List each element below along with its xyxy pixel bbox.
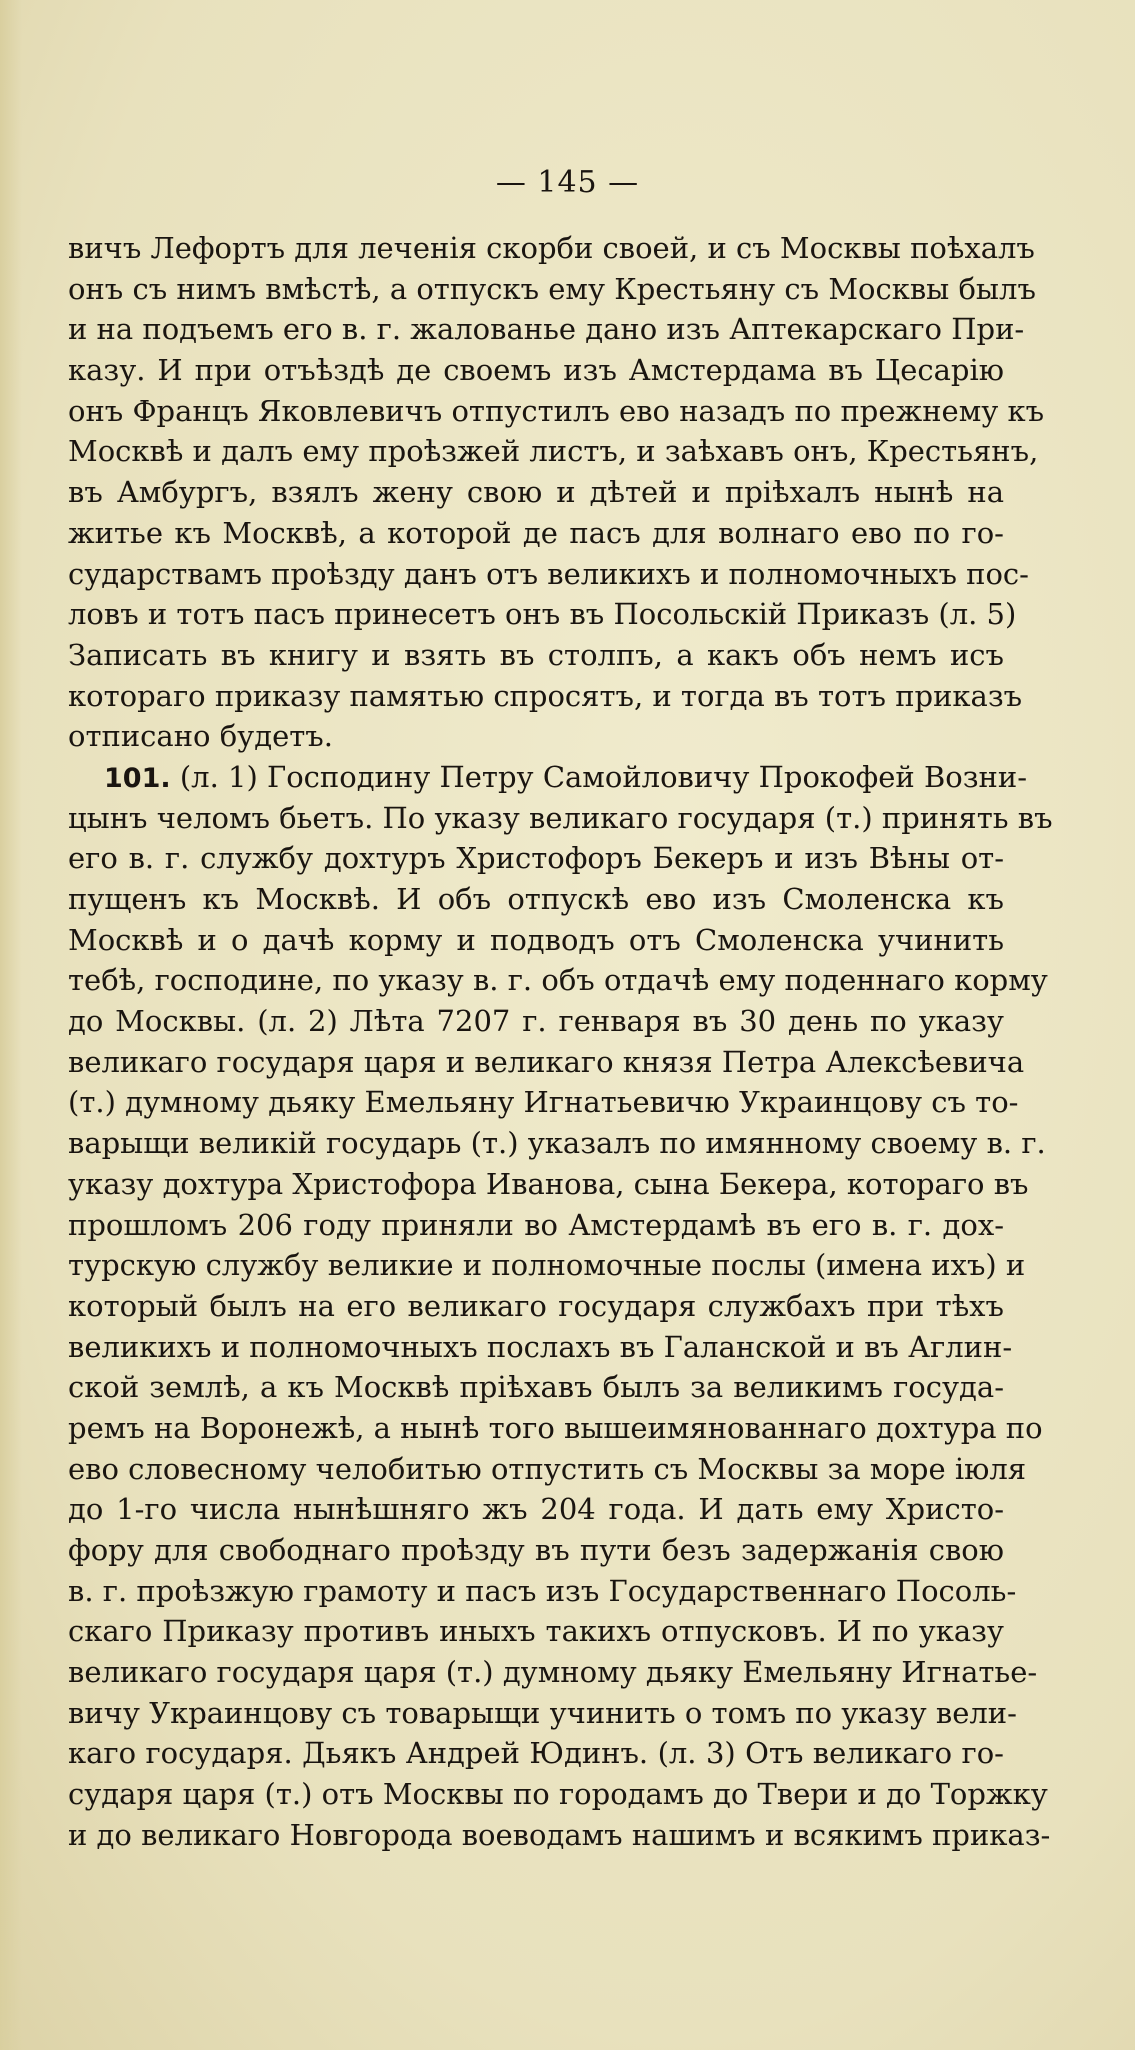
text-line: отписано будетъ. [68,719,333,754]
text-line: ловъ и тотъ пасъ принесетъ онъ въ Посольскій Приказъ (л. 5) [68,597,1017,632]
text-line: онъ Францъ Яковлевичъ отпустилъ ево назадъ по прежнему къ [68,393,1045,428]
entry-line: турскую службу великие и полномочные послы (имена ихъ) и [68,1248,1026,1283]
text-line: казу. И при отъѣздѣ де своемъ изъ Амстердама въ Цесарію [68,353,1004,388]
entry-line: и до великаго Новгорода воеводамъ нашимъ и всякимъ приказ- [68,1817,1051,1852]
entry-number: 101. [104,762,171,794]
entry-line: указу дохтура Христофора Иванова, сына Бекера, котораго въ [68,1166,1029,1201]
entry-line: великаго государя царя и великаго князя Петра Алексѣевича [68,1044,1025,1079]
text-line: котораго приказу памятью спросятъ, и тогда въ тотъ приказъ [68,678,1023,713]
text-line: и на подъемъ его в. г. жалованье дано изъ Аптекарскаго При- [68,312,1025,347]
entry-line: каго государя. Дьякъ Андрей Юдинъ. (л. 3) Отъ великаго го- [68,1736,1004,1771]
text-line: въ Амбургъ, взялъ жену свою и дѣтей и пріѣхалъ нынѣ на [68,475,1004,510]
text-line: вичъ Лефортъ для леченія скорби своей, и съ Москвы поѣхалъ [68,231,1035,265]
text-line: Москвѣ и далъ ему проѣзжей листъ, и заѣхавъ онъ, Крестьянъ, [68,434,1039,469]
page-number: — 145 — [495,165,640,200]
entry-line: тебѣ, господине, по указу в. г. объ отдачѣ ему поденнаго корму [68,963,1048,998]
entry-line: до 1-го числа нынѣшняго жъ 204 года. И дать ему Христо- [68,1492,1004,1527]
text-line: Записать въ книгу и взять въ столпъ, а какъ объ немъ исъ [68,637,1004,672]
text-line: онъ съ нимъ вмѣстѣ, а отпускъ ему Крестьяну съ Москвы былъ [68,271,1036,306]
entry-line: до Москвы. (л. 2) Лѣта 7207 г. генваря въ 30 день по указу [68,1004,1004,1039]
entry-line: который былъ на его великаго государя службахъ при тѣхъ [68,1288,1004,1323]
entry-line: великаго государя царя (т.) думному дьяку Емельяну Игнатье- [68,1655,1038,1690]
entry-line: цынъ челомъ бьетъ. По указу великаго государя (т.) принять въ [68,800,1053,835]
text-line: житье къ Москвѣ, а которой де пасъ для волнаго ево по го- [68,515,1004,550]
body-text [68,228,1053,1856]
entry-line: прошломъ 206 году приняли во Амстердамѣ въ его в. г. дох- [68,1207,1004,1242]
entry-line: варыщи великій государь (т.) указалъ по имянному своему в. г. [68,1126,1046,1161]
entry-line: ево словесному челобитью отпустить съ Москвы за море іюля [68,1451,1027,1486]
entry-line: в. г. проѣзжую грамоту и пасъ изъ Государственнаго Посоль- [68,1573,1017,1608]
entry-line: Москвѣ и о дачѣ корму и подводъ отъ Смоленска учинить [68,922,1004,957]
page-edge-shadow [0,0,22,2050]
entry-line: ремъ на Воронежѣ, а нынѣ того вышеимянованнаго дохтура по [68,1410,1043,1445]
entry-line: великихъ и полномочныхъ послахъ въ Галанской и въ Аглин- [68,1329,1013,1364]
entry-line: фору для свободнаго проѣзду въ пути безъ задержанія свою [68,1533,1004,1567]
entry-line: сударя царя (т.) отъ Москвы по городамъ до Твери и до Торжку [68,1777,1048,1812]
entry-line: пущенъ къ Москвѣ. И объ отпускѣ ево изъ Смоленска къ [68,882,1004,916]
text-line: сударствамъ проѣзду данъ отъ великихъ и полномочныхъ пос- [68,556,1029,591]
entry-first-line [68,757,1027,798]
entry-line: ской землѣ, а къ Москвѣ пріѣхавъ былъ за великимъ госуда- [68,1370,1004,1405]
entry-line: вичу Украинцову съ товарыщи учинить о томъ по указу вели- [68,1695,1017,1730]
entry-line: скаго Приказу противъ иныхъ такихъ отпусковъ. И по указу [68,1614,1004,1649]
entry-line: (т.) думному дьяку Емельяну Игнатьевичю Украинцову съ то- [68,1085,1019,1120]
entry-first-line-text: (л. 1) Господину Петру Самойловичу Прокофей Возни- [170,759,1027,794]
entry-line: его в. г. службу дохтуръ Христофоръ Бекеръ и изъ Вѣны от- [68,841,1004,876]
